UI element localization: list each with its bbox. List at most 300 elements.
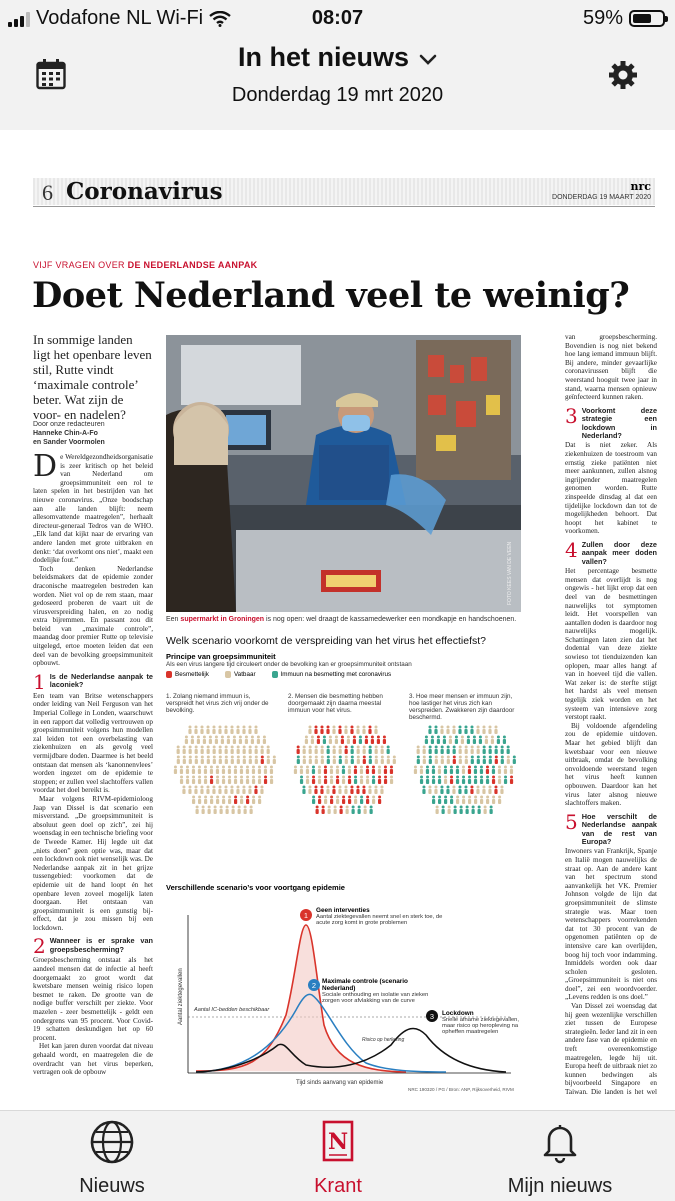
population-dot <box>356 786 359 795</box>
photo-credit: FOTO KEES VAN DE VEEN <box>507 541 513 605</box>
brand-logo: nrc <box>630 180 651 193</box>
population-dot <box>312 766 315 775</box>
question-heading: 2 Wanneer is er sprake van groepsbescherming? <box>33 934 153 959</box>
population-dot <box>260 786 263 795</box>
clock: 08:07 <box>311 7 364 29</box>
population-dot <box>270 776 273 785</box>
population-dot <box>417 746 420 755</box>
edition-date: Donderdag 19 mrt 2020 <box>231 84 444 106</box>
population-dot <box>351 746 354 755</box>
population-dot <box>434 786 437 795</box>
population-dot <box>230 786 233 795</box>
population-dot <box>504 766 507 775</box>
section-name: Coronavirus <box>66 178 223 205</box>
population-dot <box>490 806 493 815</box>
population-dot <box>471 746 474 755</box>
population-dot <box>327 746 330 755</box>
population-dot <box>426 766 429 775</box>
population-dot <box>330 766 333 775</box>
population-dot <box>354 796 357 805</box>
population-dot <box>322 806 325 815</box>
population-dot <box>250 806 253 815</box>
population-dot <box>381 746 384 755</box>
population-dot <box>218 786 221 795</box>
tab-krant[interactable] <box>258 1119 418 1198</box>
population-dot <box>195 756 198 765</box>
population-dot <box>204 766 207 775</box>
article-photo <box>166 335 521 612</box>
population-dot <box>356 726 359 735</box>
article-kicker: VIJF VRAGEN OVER DE NEDERLANDSE AANPAK <box>33 260 258 270</box>
population-dot <box>486 796 489 805</box>
status-bar <box>0 0 675 36</box>
population-dot <box>216 796 219 805</box>
population-dot <box>248 726 251 735</box>
population-dot <box>192 766 195 775</box>
population-dot <box>315 746 318 755</box>
population-dot <box>333 756 336 765</box>
legend-infectious: Besmettelijk <box>166 671 209 678</box>
population-dot <box>240 776 243 785</box>
population-dot <box>228 766 231 775</box>
population-dot <box>365 736 368 745</box>
population-dot <box>452 786 455 795</box>
population-dot <box>468 796 471 805</box>
step-2: 2. Mensen die besmetting hebben doorgemaakt zijn daarna meestal immuun voor het virus. <box>288 693 383 714</box>
article-intro: In sommige landen ligt het openbare leven stil, Rutte vindt ‘maximale controle’ beter. Wat zijn de voor- en nadelen? <box>33 332 152 422</box>
population-maps <box>166 721 526 821</box>
population-dot <box>462 776 465 785</box>
population-dot <box>231 756 234 765</box>
section-date: DONDERDAG 19 MAART 2020 <box>552 194 651 201</box>
population-dot <box>372 766 375 775</box>
population-dot <box>186 776 189 785</box>
population-dot <box>482 726 485 735</box>
population-dot <box>186 766 189 775</box>
population-dot <box>494 726 497 735</box>
population-dot <box>206 786 209 795</box>
population-dot <box>474 796 477 805</box>
population-dot <box>273 756 276 765</box>
population-dot <box>384 776 387 785</box>
population-dot <box>426 776 429 785</box>
population-dot <box>246 776 249 785</box>
population-dot <box>360 766 363 775</box>
population-dot <box>212 786 215 795</box>
population-dot <box>342 766 345 775</box>
population-dot <box>368 786 371 795</box>
population-dot <box>492 796 495 805</box>
population-dot <box>495 746 498 755</box>
population-dot <box>242 786 245 795</box>
population-dot <box>467 736 470 745</box>
population-dot <box>483 746 486 755</box>
population-dot <box>420 766 423 775</box>
population-dot <box>318 766 321 775</box>
population-dot <box>504 776 507 785</box>
population-dot <box>234 796 237 805</box>
population-dot <box>216 766 219 775</box>
population-dot <box>309 756 312 765</box>
population-dot <box>357 746 360 755</box>
population-dot <box>243 756 246 765</box>
population-dot <box>476 726 479 735</box>
population-dot <box>207 756 210 765</box>
article-column-1: De Wereldgezondheidsorganisatie is zeer kritisch op het beleid van Nederland om groepsimmuniteit een rol te laten spelen in het bestrijden van het nieuwe coronavirus. „Onze boodschap aan alle landen blijft: neem allesomvattende maatregelen”, herhaalt directeur-generaal Tedros van de WHO. „Elk land dat kijkt naar de ervaring van andere landen met grote uitbraken en denkt: ‘dat overkomt ons niet’, maakt een dodelijke fout.” Toch denken Nederlandse beleidsmakers dat de epidemie zonder draconische maatregelen bestreden kan worden. Niet vol op de rem staan, maar gedoseerd proberen de vaart uit de virusverspreiding halen, en zo nodig extra bijremmen. En passant zou dit beleid van „maximale controle”, maandag door premier Rutte op televisie uitgelegd, ertoe moeten leiden dat een deel van de bevolking groepsimmuniteit opbouwt. 1 Is de Nederlandse aanpak te laconiek? Een team van Britse wetenschappers onder leiding van Neil Ferguson van het Imperial College in Londen, waarschuwt in een rapport dat volledig vertrouwen op groepsimmuniteit volgens hun modellen zal leiden tot een overbelasting van ziekenhuizen en als gevolg veel vermijdbare doden. Daarmee is het beeld ontstaan dat mensen als ‘kanonnenvlees’ worden ingezet om de epidemie te stoppen; er zullen veel slachtoffers vallen voordat het doel bereikt is. Maar volgens RIVM-epidemioloog Jaap van Dissel is dat scenario een misverstand. „De groepsimmuniteit is absoluut geen doel op zich”, zei hij woensdag in een technische briefing voor de Tweede Kamer. Hij legde uit dat „niets doen” geen optie was, maar dat een lockdown ook niet wenselijk was. De Nederlandse aanpak zit in het grijze tussengebied: voorkomen dat de epidemie uit de hand loopt én het openbare leven zoveel mogelijk laten doorgaan. Het ontstaan van groepsimmuniteit is een gunstig bij-effect, dat je zou missen bij een lockdown. 2 Wanneer is er sprake van groepsbescherming? Groepsbescherming ontstaat als het aandeel mensen dat de infectie al heeft doorgemaakt zo groot wordt dat kwetsbare mensen weinig risico lopen besmet te raken. De grootte van de nodige buffer verschilt per ziekte. Voor mazelen - zeer besmettelijk - geldt een ondergrens van 95 procent. Voor Covid-19 schatten deskundigen het op 60 procent. Het kan jaren duren voordat dat niveau gehaald wordt, en maatregelen die de overdracht van het virus beperken, vertragen ook de opbouw <box>33 453 153 1077</box>
population-dot <box>240 766 243 775</box>
population-dot <box>314 786 317 795</box>
population-dot <box>309 746 312 755</box>
population-dot <box>345 746 348 755</box>
population-dot <box>249 756 252 765</box>
population-dot <box>441 746 444 755</box>
population-dot <box>249 746 252 755</box>
tab-nieuws[interactable] <box>32 1119 192 1198</box>
population-dot <box>347 736 350 745</box>
population-dot <box>327 756 330 765</box>
population-dot <box>440 726 443 735</box>
population-dot <box>371 736 374 745</box>
population-dot <box>263 736 266 745</box>
population-dot <box>354 776 357 785</box>
population-dot <box>182 786 185 795</box>
population-dot <box>198 776 201 785</box>
author: Hanneke Chin-A-Fo <box>33 430 98 437</box>
population-dot <box>255 746 258 755</box>
population-dot <box>194 786 197 795</box>
population-dot <box>422 786 425 795</box>
population-dot <box>189 756 192 765</box>
population-dot <box>372 776 375 785</box>
population-dot <box>333 746 336 755</box>
population-dot <box>390 766 393 775</box>
population-dot <box>308 726 311 735</box>
battery-info <box>583 7 665 30</box>
population-dot <box>210 766 213 775</box>
population-dot <box>324 766 327 775</box>
population-dot <box>432 766 435 775</box>
population-dot <box>225 756 228 765</box>
edition-selector[interactable] <box>0 42 675 73</box>
population-dot <box>442 806 445 815</box>
population-dot <box>414 766 417 775</box>
population-dot <box>378 766 381 775</box>
population-dot <box>434 726 437 735</box>
population-dot <box>252 796 255 805</box>
tab-mijn-nieuws[interactable] <box>480 1119 640 1198</box>
population-dot <box>236 726 239 735</box>
population-dot <box>489 746 492 755</box>
population-dot <box>444 796 447 805</box>
tab-label: Krant <box>314 1175 362 1197</box>
population-dot <box>393 756 396 765</box>
population-dot <box>254 726 257 735</box>
population-dot <box>468 776 471 785</box>
population-dot <box>387 756 390 765</box>
population-dot <box>440 786 443 795</box>
population-dot <box>228 796 231 805</box>
population-dot <box>447 746 450 755</box>
population-dot <box>500 786 503 795</box>
article-headline: Doet Nederland veel te weinig? <box>32 275 630 316</box>
population-dot <box>222 796 225 805</box>
population-dot <box>438 766 441 775</box>
population-dot <box>491 736 494 745</box>
population-dot <box>242 726 245 735</box>
risk-label: Risico op herleving <box>362 1037 405 1043</box>
population-dot <box>252 776 255 785</box>
population-dot <box>472 806 475 815</box>
population-dot <box>224 726 227 735</box>
population-dot <box>489 756 492 765</box>
population-dot <box>264 776 267 785</box>
population-dot <box>358 806 361 815</box>
population-dot <box>213 756 216 765</box>
population-dot <box>372 796 375 805</box>
population-dot <box>201 756 204 765</box>
population-dot <box>306 766 309 775</box>
population-dot <box>443 736 446 745</box>
step-1: 1. Zolang niemand immuun is, verspreidt het virus zich vrij onder de bevolking. <box>166 693 269 714</box>
population-dot <box>351 756 354 765</box>
population-dot <box>177 746 180 755</box>
population-dot <box>314 726 317 735</box>
population-dot <box>254 786 257 795</box>
population-dot <box>466 806 469 815</box>
population-dot <box>438 776 441 785</box>
population-dot <box>321 746 324 755</box>
population-dot <box>297 756 300 765</box>
population-dot <box>185 736 188 745</box>
population-dot <box>378 776 381 785</box>
population-dot <box>336 766 339 775</box>
population-dot <box>328 806 331 815</box>
population-dot <box>188 726 191 735</box>
population-dot <box>255 756 258 765</box>
population-dot <box>498 776 501 785</box>
population-dot <box>226 806 229 815</box>
population-dot <box>180 766 183 775</box>
population-dot <box>302 786 305 795</box>
legend-susceptible: Vatbaar <box>225 671 256 678</box>
population-dot <box>212 726 215 735</box>
population-dot <box>270 766 273 775</box>
population-dot <box>236 786 239 795</box>
population-dot <box>462 766 465 775</box>
population-dot <box>432 796 435 805</box>
population-dot <box>471 756 474 765</box>
chevron-down-icon <box>419 54 437 66</box>
population-dot <box>215 736 218 745</box>
app-header <box>0 36 675 130</box>
source-line: NRC 190320 / PG / Bron: ANP, Rijksoverheid, RIVM <box>408 1087 514 1092</box>
population-dot <box>488 786 491 795</box>
population-dot <box>221 736 224 745</box>
population-dot <box>366 776 369 785</box>
population-dot <box>344 726 347 735</box>
population-dot <box>210 776 213 785</box>
population-dot <box>218 726 221 735</box>
population-dot <box>345 756 348 765</box>
population-dot <box>329 736 332 745</box>
scenario-title: Verschillende scenario’s voor voortgang epidemie <box>166 883 345 892</box>
population-dot <box>267 756 270 765</box>
population-dot <box>366 796 369 805</box>
population-dot <box>362 786 365 795</box>
population-dot <box>446 726 449 735</box>
population-dot <box>360 776 363 785</box>
population-dot <box>324 796 327 805</box>
population-dot <box>258 766 261 775</box>
newspaper-icon <box>315 1119 361 1165</box>
population-dot <box>425 736 428 745</box>
population-dot <box>362 726 365 735</box>
population-dot <box>448 806 451 815</box>
population-dot <box>464 726 467 735</box>
scenario-2-marker: 2 <box>311 981 317 990</box>
population-dot <box>257 736 260 745</box>
population-dot <box>470 786 473 795</box>
question-heading: 3 Voorkomt deze strategie een lockdown in Nederland? <box>565 403 657 440</box>
population-dot <box>456 796 459 805</box>
population-dot <box>196 806 199 815</box>
byline-label: Door onze redacteuren <box>33 421 105 428</box>
population-dot <box>476 786 479 795</box>
population-dot <box>384 766 387 775</box>
population-dot <box>366 766 369 775</box>
population-dot <box>194 726 197 735</box>
population-dot <box>244 806 247 815</box>
population-dot <box>480 766 483 775</box>
x-axis-label: Tijd sinds aanvang van epidemie <box>296 1080 384 1086</box>
population-dot <box>189 746 192 755</box>
population-dot <box>177 756 180 765</box>
population-dot <box>438 796 441 805</box>
population-dot <box>513 756 516 765</box>
population-dot <box>317 736 320 745</box>
population-dot <box>206 726 209 735</box>
population-dot <box>297 746 300 755</box>
population-dot <box>350 726 353 735</box>
page-number: 6 <box>42 180 53 205</box>
population-dot <box>246 796 249 805</box>
population-dot <box>191 736 194 745</box>
population-dot <box>198 796 201 805</box>
population-dot <box>234 766 237 775</box>
population-dot <box>359 736 362 745</box>
population-dot <box>459 756 462 765</box>
population-dot <box>294 766 297 775</box>
population-dot <box>375 756 378 765</box>
population-dot <box>368 726 371 735</box>
population-dot <box>353 736 356 745</box>
tab-label: Nieuws <box>79 1175 145 1197</box>
population-dot <box>258 776 261 785</box>
population-dot <box>348 776 351 785</box>
photo-caption: Een supermarkt in Groningen is nog open: wel draagt de kassamedewerker een mondkapje en handschoenen. <box>166 616 517 623</box>
population-dot <box>444 766 447 775</box>
population-dot <box>219 746 222 755</box>
population-dot <box>230 726 233 735</box>
infographic-title: Welk scenario voorkomt de verspreiding van het virus het effectiefst? <box>166 635 487 647</box>
legend-immune: Immuun na besmetting met coronavirus <box>272 671 392 678</box>
population-dot <box>300 766 303 775</box>
population-dot <box>417 756 420 765</box>
population-dot <box>204 796 207 805</box>
population-dot <box>483 756 486 765</box>
population-dot <box>370 806 373 815</box>
population-dot <box>498 796 501 805</box>
question-heading: 1 Is de Nederlandse aanpak te laconiek? <box>33 669 153 694</box>
population-dot <box>480 796 483 805</box>
population-dot <box>192 796 195 805</box>
byline <box>33 420 153 447</box>
population-dot <box>431 736 434 745</box>
population-dot <box>486 766 489 775</box>
population-dot <box>237 756 240 765</box>
population-dot <box>482 786 485 795</box>
population-dot <box>200 786 203 795</box>
population-dot <box>473 736 476 745</box>
newspaper-page[interactable] <box>0 130 675 1110</box>
population-dot <box>332 726 335 735</box>
section-header <box>33 178 655 207</box>
population-dot <box>454 806 457 815</box>
population-dot <box>470 726 473 735</box>
population-dot <box>338 786 341 795</box>
population-dot <box>233 736 236 745</box>
scenario-2-label: Maximale controle (scenario Nederland) Sociale onthouding en isolatie van zieken zorgen voor afvlakking van de curve <box>322 978 429 1004</box>
population-dot <box>308 786 311 795</box>
population-dot <box>474 776 477 785</box>
population-dot <box>336 796 339 805</box>
y-axis-label: Aantal ziektegevallen <box>178 968 184 1025</box>
population-dot <box>222 766 225 775</box>
population-dot <box>324 776 327 785</box>
population-dot <box>429 746 432 755</box>
population-dot <box>339 756 342 765</box>
population-dot <box>200 726 203 735</box>
population-dot <box>239 736 242 745</box>
population-dot <box>484 806 487 815</box>
population-dot <box>335 736 338 745</box>
population-dot <box>228 776 231 785</box>
population-dot <box>478 806 481 815</box>
population-dot <box>237 746 240 755</box>
globe-icon <box>89 1119 135 1165</box>
population-dot <box>498 766 501 775</box>
population-dot <box>231 746 234 755</box>
population-dot <box>375 746 378 755</box>
population-dot <box>507 746 510 755</box>
population-dot <box>465 756 468 765</box>
population-dot <box>374 726 377 735</box>
battery-percent: 59% <box>582 7 623 29</box>
population-dot <box>183 746 186 755</box>
population-dot <box>261 756 264 765</box>
ic-beds-label: Aantal IC-bedden beschikbaar <box>194 1007 270 1013</box>
gear-icon[interactable] <box>608 60 638 90</box>
population-dot <box>316 806 319 815</box>
population-dot <box>312 796 315 805</box>
population-dot <box>312 776 315 785</box>
population-dot <box>219 756 222 765</box>
population-dot <box>320 786 323 795</box>
population-dot <box>503 736 506 745</box>
population-dot <box>465 746 468 755</box>
population-dot <box>390 776 393 785</box>
population-dot <box>342 796 345 805</box>
